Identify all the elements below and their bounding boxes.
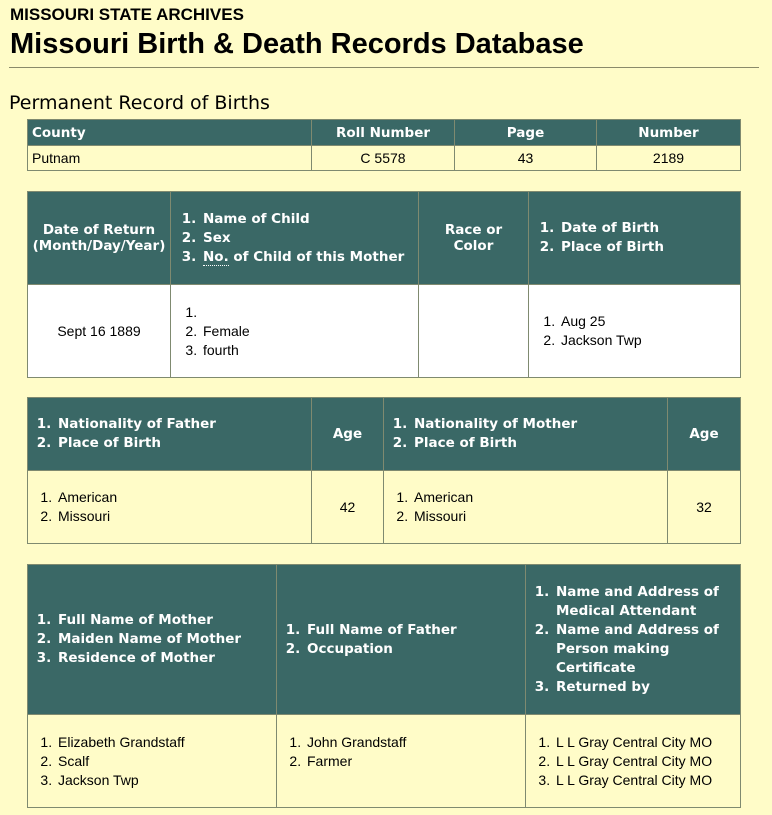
child-sex-header: 2. Sex bbox=[201, 229, 414, 248]
child-number-abbrev: No. bbox=[203, 248, 229, 265]
parents-header-row bbox=[28, 398, 741, 471]
father-names-values bbox=[277, 715, 526, 808]
agency-name: MISSOURI STATE ARCHIVES bbox=[10, 5, 244, 24]
county-header: County bbox=[28, 120, 312, 146]
birth-fields-values bbox=[529, 285, 741, 378]
mother-residence-label: 3. Residence of Mother bbox=[56, 649, 272, 668]
father-nationality-value: 1. American bbox=[56, 488, 307, 507]
child-table bbox=[27, 191, 741, 378]
date-of-birth-value: 1. Aug 25 bbox=[559, 312, 736, 331]
medical-attendant-label: 1. Name and Address of Medical Attendant bbox=[554, 583, 736, 621]
county-value: Putnam bbox=[28, 146, 312, 171]
child-sex-value: 2. Female bbox=[201, 322, 414, 341]
database-title: Missouri Birth & Death Records Database bbox=[10, 28, 584, 60]
child-value-row bbox=[28, 285, 741, 378]
roll-number-value: C 5578 bbox=[312, 146, 455, 171]
parents-table bbox=[27, 397, 741, 544]
header-divider bbox=[9, 67, 759, 68]
attendant-values bbox=[526, 715, 741, 808]
certificate-person-value: 2. L L Gray Central City MO bbox=[554, 752, 736, 771]
names-header-row bbox=[28, 565, 741, 715]
father-nationality-label: 1. Nationality of Father bbox=[56, 415, 307, 434]
certificate-person-label: 2. Name and Address of Person making Certificate bbox=[554, 621, 736, 678]
birth-fields-header bbox=[529, 192, 741, 285]
race-value bbox=[419, 285, 529, 378]
location-header-row bbox=[28, 120, 741, 146]
record-title: Permanent Record of Births bbox=[9, 92, 270, 114]
father-occupation-label: 2. Occupation bbox=[305, 640, 521, 659]
mother-birthplace-value: 2. Missouri bbox=[412, 507, 663, 526]
mother-names-header bbox=[28, 565, 277, 715]
returned-by-label: 3. Returned by bbox=[554, 678, 736, 697]
father-birthplace-label: 2. Place of Birth bbox=[56, 434, 307, 453]
father-full-name-label: 1. Full Name of Father bbox=[305, 621, 521, 640]
mother-names-values bbox=[28, 715, 277, 808]
child-number-rest: of Child of this Mother bbox=[233, 248, 405, 265]
mother-nationality-values bbox=[384, 471, 668, 544]
date-of-return-header bbox=[28, 192, 171, 285]
child-number-header bbox=[201, 248, 414, 267]
place-of-birth-value: 2. Jackson Twp bbox=[559, 331, 736, 350]
date-format-label: (Month/Day/Year) bbox=[32, 238, 166, 254]
medical-attendant-value: 1. L L Gray Central City MO bbox=[554, 733, 736, 752]
child-fields-header bbox=[171, 192, 419, 285]
mother-full-name-label: 1. Full Name of Mother bbox=[56, 611, 272, 630]
mother-nationality-header bbox=[384, 398, 668, 471]
mother-nationality-label: 1. Nationality of Mother bbox=[412, 415, 663, 434]
names-value-row bbox=[28, 715, 741, 808]
father-nationality-header bbox=[28, 398, 312, 471]
mother-full-name-value: 1. Elizabeth Grandstaff bbox=[56, 733, 272, 752]
page-value: 43 bbox=[455, 146, 597, 171]
date-of-return-label: Date of Return bbox=[42, 222, 156, 238]
child-name-header: 1. Name of Child bbox=[201, 210, 414, 229]
race-header: Race or Color bbox=[419, 192, 529, 285]
number-header: Number bbox=[597, 120, 741, 146]
father-nationality-values bbox=[28, 471, 312, 544]
location-table bbox=[27, 119, 741, 171]
location-value-row bbox=[28, 146, 741, 171]
date-of-birth-header: 1. Date of Birth bbox=[559, 219, 736, 238]
father-names-header bbox=[277, 565, 526, 715]
place-of-birth-header: 2. Place of Birth bbox=[559, 238, 736, 257]
child-fields-values bbox=[171, 285, 419, 378]
page-header: Page bbox=[455, 120, 597, 146]
number-value: 2189 bbox=[597, 146, 741, 171]
mother-maiden-name-value: 2. Scalf bbox=[56, 752, 272, 771]
child-number-value: 3. fourth bbox=[201, 341, 414, 360]
mother-age-value: 32 bbox=[668, 471, 741, 544]
mother-birthplace-label: 2. Place of Birth bbox=[412, 434, 663, 453]
attendant-header bbox=[526, 565, 741, 715]
child-header-row bbox=[28, 192, 741, 285]
father-occupation-value: 2. Farmer bbox=[305, 752, 521, 771]
parents-value-row bbox=[28, 471, 741, 544]
child-name-value bbox=[201, 303, 414, 322]
mother-age-header: Age bbox=[668, 398, 741, 471]
father-birthplace-value: 2. Missouri bbox=[56, 507, 307, 526]
roll-number-header: Roll Number bbox=[312, 120, 455, 146]
names-table bbox=[27, 564, 741, 808]
mother-residence-value: 3. Jackson Twp bbox=[56, 771, 272, 790]
father-age-value: 42 bbox=[312, 471, 384, 544]
mother-nationality-value: 1. American bbox=[412, 488, 663, 507]
date-of-return-value: Sept 16 1889 bbox=[28, 285, 171, 378]
returned-by-value: 3. L L Gray Central City MO bbox=[554, 771, 736, 790]
father-full-name-value: 1. John Grandstaff bbox=[305, 733, 521, 752]
mother-maiden-name-label: 2. Maiden Name of Mother bbox=[56, 630, 272, 649]
father-age-header: Age bbox=[312, 398, 384, 471]
